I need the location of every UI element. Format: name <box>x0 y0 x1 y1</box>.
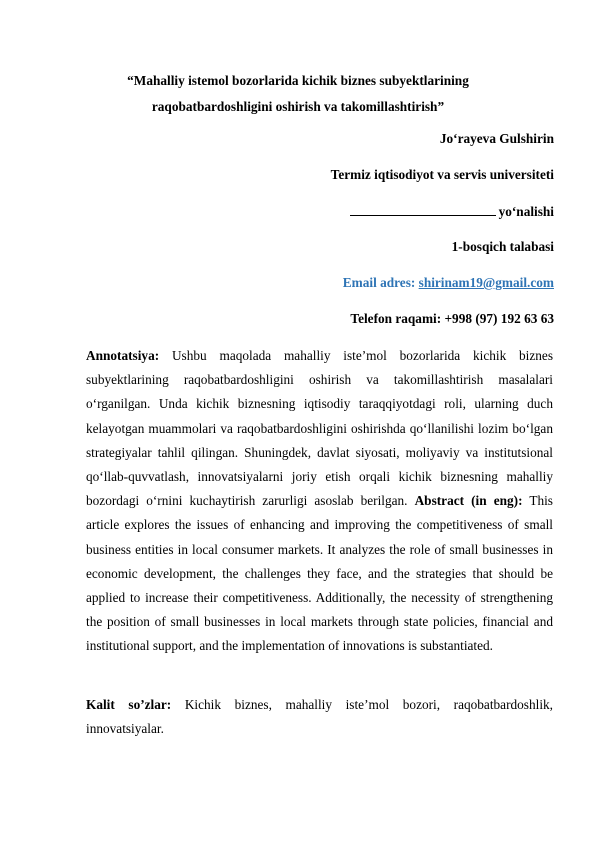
author-university: Termiz iqtisodiyot va servis universiteti <box>330 167 554 182</box>
author-email <box>343 275 554 291</box>
keywords-text: Kichik biznes, mahalliy iste’mol bozori, raqobatbardoshlik, innovatsiyalar. <box>86 697 553 737</box>
email-label: Email adres: <box>342 275 416 290</box>
article-title <box>60 68 536 120</box>
author-name: Jo‘rayeva Gulshirin <box>439 131 554 146</box>
abstract-label: Abstract (in eng): <box>414 493 523 509</box>
title-line-2: raqobatbardoshligini oshirish va takomillashtirish” <box>151 99 445 114</box>
direction-suffix: yo‘nalishi <box>498 204 554 219</box>
annotation-label: Annotatsiya: <box>86 348 160 363</box>
keywords-block <box>86 693 553 741</box>
annotation-text: Ushbu maqolada mahalliy iste’mol bozorlarida kichik biznes subyektlarining raqobatbardoshligini oshirish va takomillashtirish masalalari o‘rganilgan. Unda kichik biznesning iqtisodiy taraqqiyotdagi roli, ularning duch kelayotgan muammolari va raqobatbardoshligini oshirishda qo‘llanilishi lozim bo‘lgan strategiyalar tahlil qilingan. Shuningdek, davlat siyosati, moliyaviy va institutsional qo‘llab-quvvatlash, innovatsiyalarni joriy etish orqali kichik biznesning mahalliy bozordagi o‘rnini kuchaytirish zarurligi asoslab berilgan. <box>86 348 554 509</box>
author-year: 1-bosqich talabasi <box>451 239 554 254</box>
author-phone: Telefon raqami: +998 (97) 192 63 63 <box>350 311 554 326</box>
abstract-text: This article explores the issues of enhancing and improving the competitiveness of small business entities in local consumer markets. It analyzes the role of small businesses in economic development, the challenges they face, and the strategies that should be applied to increase their competitiveness. Additionally, the necessity of strengthening the position of small businesses in local markets through state policies, financial and institutional support, and the implementation of innovations is substantiated. <box>86 493 553 654</box>
title-line-1: “Mahalliy istemol bozorlarida kichik biznes subyektlarining <box>127 73 469 88</box>
annotation-abstract-block <box>86 344 553 659</box>
email-link[interactable]: shirinam19@gmail.com <box>418 275 554 290</box>
keywords-label: Kalit so’zlar: <box>86 697 172 712</box>
direction-blank-line <box>350 203 496 216</box>
author-direction <box>350 203 554 220</box>
